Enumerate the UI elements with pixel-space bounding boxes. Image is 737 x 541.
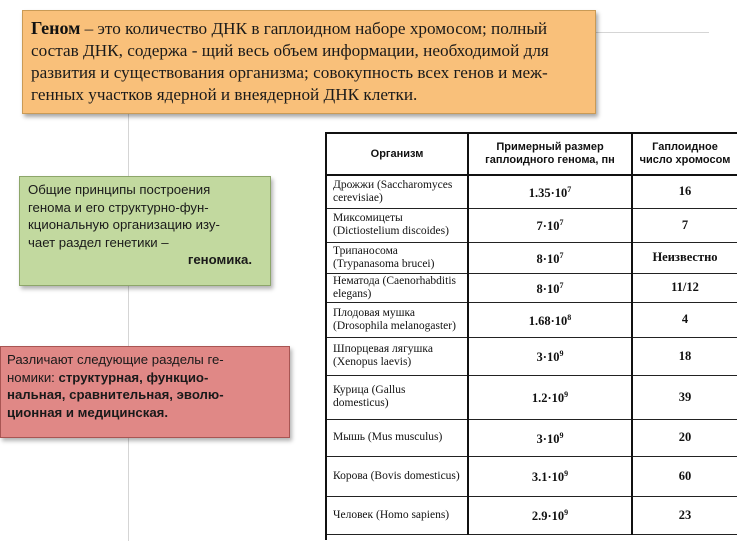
genome-size-mantissa: 7·10 (536, 219, 560, 234)
genome-size (468, 419, 632, 456)
table-row (327, 456, 737, 496)
table-row (327, 375, 737, 419)
chromosome-number: 18 (632, 337, 737, 375)
genome-size-exponent: 9 (564, 390, 569, 400)
genome-size-mantissa: 2.9·10 (531, 509, 565, 524)
chromosome-number: 60 (632, 456, 737, 496)
organism-name: Нематода (Caenorhabditis elegans) (327, 273, 468, 302)
genome-size (468, 242, 632, 273)
organism-name: Трипаносома (Trypanasoma brucei) (327, 242, 468, 273)
genome-size-exponent: 9 (559, 430, 564, 440)
genomics-term: геномика (187, 252, 249, 267)
genome-size (468, 337, 632, 375)
genome-size (468, 302, 632, 337)
header-chromosome-number: Гаплоидное число хромосом (632, 133, 737, 175)
genome-size-mantissa: 1.2·10 (531, 391, 565, 406)
definition-box (22, 10, 596, 114)
sections-line-1: Различают следующие разделы ге- (7, 352, 224, 367)
genome-size-mantissa: 8·10 (536, 252, 560, 267)
sections-box (0, 346, 290, 438)
definition-line-3: развития и существования организма; совокупность всех генов и меж- (31, 63, 548, 82)
chromosome-number: 7 (632, 208, 737, 242)
genome-size-exponent: 9 (559, 349, 564, 359)
chromosome-number: 4 (632, 302, 737, 337)
sections-line-2-bold: структурная, функцио- (58, 369, 209, 385)
chromosome-number: 20 (632, 419, 737, 456)
chromosome-number: 16 (632, 175, 737, 208)
genome-size-exponent: 8 (567, 312, 572, 322)
organism-name: Курица (Gallus domesticus) (327, 375, 468, 419)
principles-line-1: Общие принципы построения (28, 182, 211, 197)
table-row (327, 419, 737, 456)
definition-term: Геном (31, 18, 81, 38)
genome-size (468, 456, 632, 496)
genome-size (468, 496, 632, 534)
table-row (327, 337, 737, 375)
definition-line-1: – это количество ДНК в гаплоидном наборе хромосом; полный (80, 19, 548, 38)
genome-size-mantissa: 3·10 (536, 350, 560, 365)
chromosome-number: 23 (632, 496, 737, 534)
principles-line-2: генома и его структурно-фун- (28, 199, 209, 215)
chromosome-number: Неизвестно (632, 242, 737, 273)
principles-line-4: чает раздел генетики – (28, 234, 169, 250)
genome-size-mantissa: 3.1·10 (531, 470, 565, 485)
definition-line-4: генных участков ядерной и внеядерной ДНК клетки. (31, 85, 418, 104)
principles-box (19, 176, 271, 286)
sections-line-2 (7, 369, 283, 387)
sections-line-2-plain: номики: (7, 369, 59, 385)
organism-name: Человек (Homo sapiens) (327, 496, 468, 534)
sections-line-4: ционная и медицинская. (7, 404, 169, 420)
genome-table-image (325, 132, 731, 540)
sections-line-3: нальная, сравнительная, эволю- (7, 387, 224, 402)
principles-line-3: кциональную организацию изу- (28, 217, 220, 232)
genome-size-mantissa: 8·10 (536, 282, 560, 297)
table-row (327, 496, 737, 534)
chromosome-number: 11/12 (632, 273, 737, 302)
genome-size-exponent: 9 (564, 508, 569, 518)
organism-name: Плодовая мушка (Drosophila melanogaster) (327, 302, 468, 337)
table-row (327, 242, 737, 273)
table-row (327, 273, 737, 302)
organism-name: Корова (Bovis domesticus) (327, 456, 468, 496)
definition-line-2: состав ДНК, содержа - щий весь объем информации, необходимой для (31, 41, 549, 60)
genome-size (468, 375, 632, 419)
organism-name: Мышь (Mus musculus) (327, 419, 468, 456)
genome-size (468, 175, 632, 208)
table-header-row (327, 133, 737, 175)
organism-name: Шпорцевая лягушка (Xenopus laevis) (327, 337, 468, 375)
genome-size-mantissa: 3·10 (536, 432, 560, 447)
organism-name: Миксомицеты (Dictiostelium discoides) (327, 208, 468, 242)
genome-size (468, 208, 632, 242)
header-organism: Организм (327, 133, 468, 175)
genome-size-exponent: 7 (567, 185, 572, 195)
table-row (327, 302, 737, 337)
genome-size-exponent: 7 (559, 218, 564, 228)
genome-size-mantissa: 1.35·10 (528, 186, 568, 201)
table-body (327, 175, 737, 534)
table-row (327, 175, 737, 208)
chromosome-number: 39 (632, 375, 737, 419)
organism-name: Дрожжи (Saccharomyces cerevisiae) (327, 175, 468, 208)
principles-line-5: геномика. (187, 252, 252, 267)
genome-size-exponent: 9 (564, 469, 569, 479)
genome-size-exponent: 7 (559, 280, 564, 290)
genome-size (468, 273, 632, 302)
table-row (327, 208, 737, 242)
genome-size-table (327, 132, 737, 535)
genome-size-exponent: 7 (559, 250, 564, 260)
genome-size-mantissa: 1.68·10 (528, 314, 568, 329)
header-genome-size: Примерный размер гаплоидного генома, пн (468, 133, 632, 175)
